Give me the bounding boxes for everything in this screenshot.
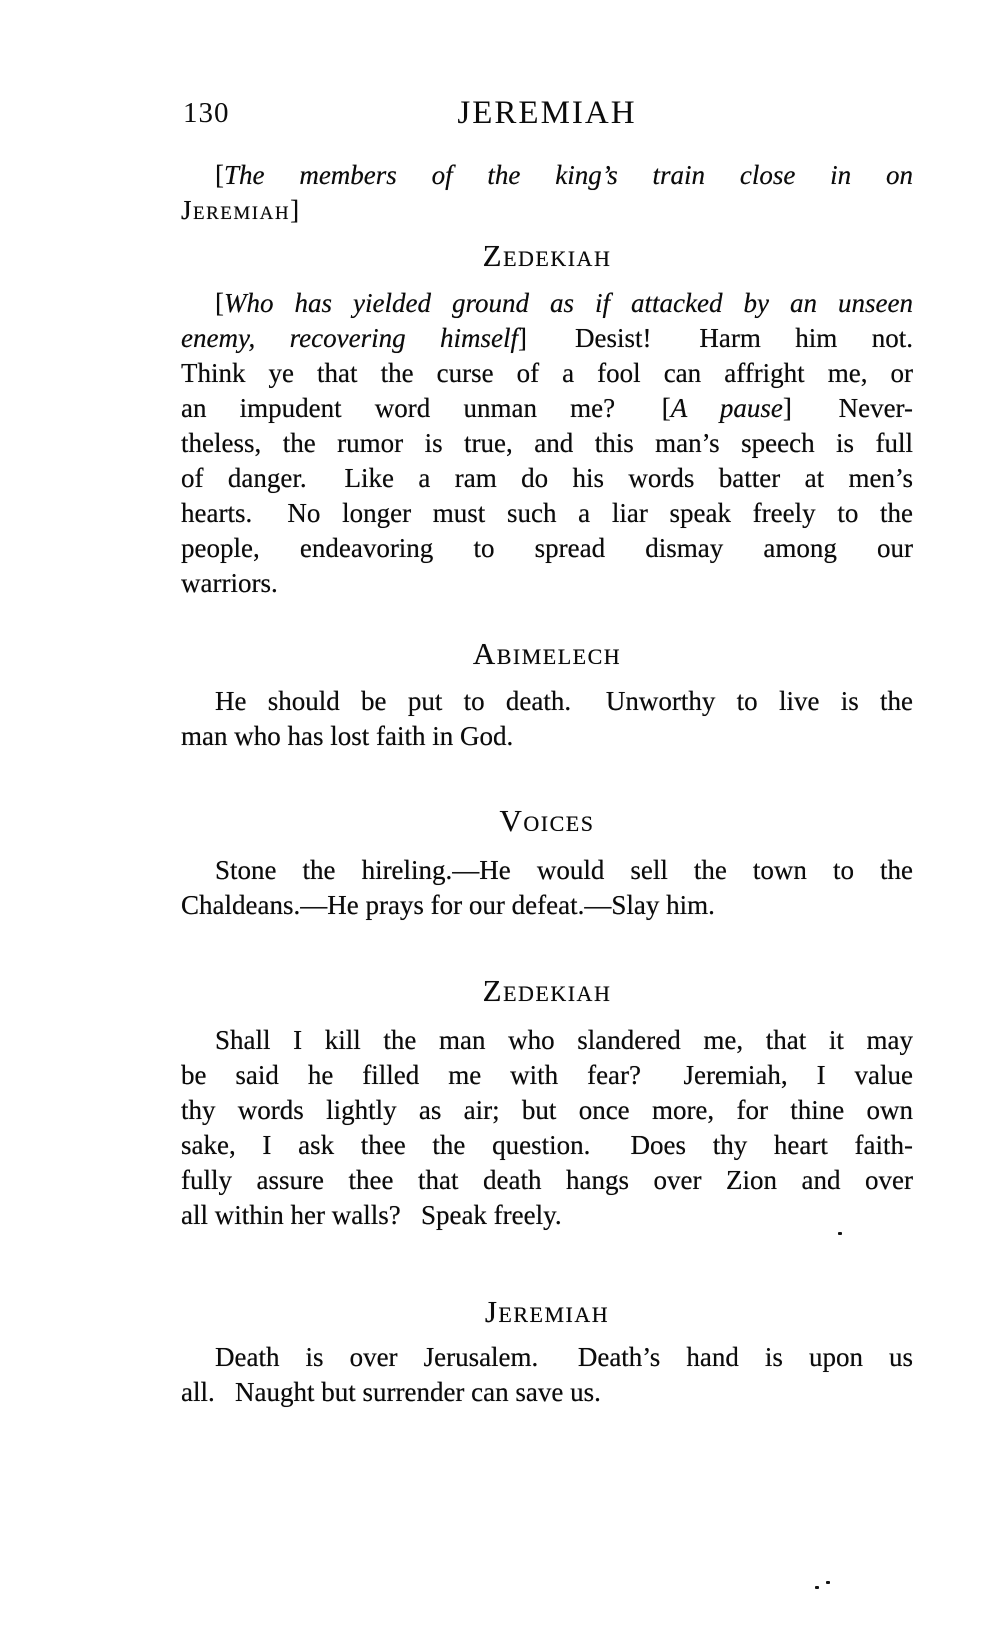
text-segment-italic: A pause bbox=[670, 393, 783, 423]
text-line bbox=[181, 1023, 913, 1058]
text-segment-roman: [ bbox=[215, 160, 224, 190]
text-line bbox=[181, 391, 913, 426]
speaker-heading: Jeremiah bbox=[484, 1294, 610, 1329]
text-segment-roman: man who has lost faith in God. bbox=[181, 721, 514, 751]
text-line bbox=[181, 1163, 913, 1198]
text-segment-roman: [ bbox=[215, 288, 224, 318]
text-line bbox=[181, 1375, 913, 1410]
speaker-heading: Zedekiah bbox=[482, 973, 612, 1008]
text-line bbox=[181, 1198, 913, 1233]
text-segment-roman: all. Naught but surrender can save us. bbox=[181, 1377, 601, 1407]
text-segment-roman: Death is over Jerusalem. Death’s hand is upon us bbox=[215, 1342, 913, 1372]
text-segment-roman: fully assure thee that death hangs over Zion and over bbox=[181, 1165, 913, 1195]
text-line bbox=[181, 566, 913, 601]
ink-speck bbox=[815, 1586, 819, 1589]
text-line bbox=[181, 193, 913, 228]
text-line bbox=[181, 496, 913, 531]
text-segment-roman: sake, I ask thee the question. Does thy heart faith- bbox=[181, 1130, 913, 1160]
text-line bbox=[181, 853, 913, 888]
text-segment-roman: ] Desist! Harm him not. bbox=[518, 323, 913, 353]
speech-paragraph bbox=[181, 1340, 913, 1410]
text-line bbox=[181, 1340, 913, 1375]
text-line bbox=[181, 321, 913, 356]
text-segment-roman: be said he filled me with fear? Jeremiah, I value bbox=[181, 1060, 913, 1090]
text-line bbox=[181, 426, 913, 461]
text-segment-roman: ] Never- bbox=[782, 393, 913, 423]
stage-direction bbox=[181, 158, 913, 228]
text-line bbox=[181, 888, 913, 923]
text-line bbox=[181, 684, 913, 719]
ink-speck bbox=[826, 1581, 830, 1584]
text-segment-smallcaps: Jeremiah bbox=[181, 195, 291, 225]
text-segment-roman: of danger. Like a ram do his words batter at men’s bbox=[181, 463, 913, 493]
speech-paragraph bbox=[181, 286, 913, 601]
text-line bbox=[181, 531, 913, 566]
text-line bbox=[181, 158, 913, 193]
ink-speck bbox=[838, 1232, 842, 1235]
text-segment-italic: Who has yielded ground as if attacked by an unseen bbox=[224, 288, 913, 318]
speaker-heading: Abimelech bbox=[472, 636, 622, 671]
text-line bbox=[181, 1128, 913, 1163]
play-text bbox=[181, 158, 913, 1410]
page-header bbox=[181, 95, 913, 131]
text-segment-italic: enemy, recovering himself bbox=[181, 323, 519, 353]
text-segment-roman: Shall I kill the man who slandered me, that it may bbox=[215, 1025, 913, 1055]
text-segment-roman: hearts. No longer must such a liar speak freely to the bbox=[181, 498, 913, 528]
text-segment-roman: theless, the rumor is true, and this man’s speech is full bbox=[181, 428, 913, 458]
text-line bbox=[181, 1093, 913, 1128]
page-number: 130 bbox=[183, 97, 230, 129]
text-line bbox=[181, 286, 913, 321]
speech-paragraph bbox=[181, 684, 913, 754]
text-line bbox=[181, 1058, 913, 1093]
text-line bbox=[181, 719, 913, 754]
text-line bbox=[181, 461, 913, 496]
speaker-heading: Voices bbox=[499, 803, 595, 838]
text-segment-roman: He should be put to death. Unworthy to live is the bbox=[215, 686, 913, 716]
text-line bbox=[181, 356, 913, 391]
text-segment-roman: thy words lightly as air; but once more, for thine own bbox=[181, 1095, 913, 1125]
text-segment-roman: warriors. bbox=[181, 568, 278, 598]
text-segment-roman: Think ye that the curse of a fool can affright me, or bbox=[181, 358, 913, 388]
text-segment-roman: people, endeavoring to spread dismay among our bbox=[181, 533, 913, 563]
text-segment-roman: Stone the hireling.—He would sell the town to the bbox=[215, 855, 913, 885]
running-head: JEREMIAH bbox=[457, 95, 637, 131]
text-segment-roman: Chaldeans.—He prays for our defeat.—Slay him. bbox=[181, 890, 715, 920]
text-segment-italic: The members of the king’s train close in on bbox=[224, 160, 913, 190]
text-segment-roman: all within her walls? Speak freely. bbox=[181, 1200, 562, 1230]
speech-paragraph bbox=[181, 853, 913, 923]
text-segment-roman: an impudent word unman me? [ bbox=[181, 393, 671, 423]
speaker-heading: Zedekiah bbox=[482, 238, 612, 273]
text-segment-roman: ] bbox=[290, 195, 300, 225]
text-column bbox=[181, 0, 913, 1410]
speech-paragraph bbox=[181, 1023, 913, 1233]
